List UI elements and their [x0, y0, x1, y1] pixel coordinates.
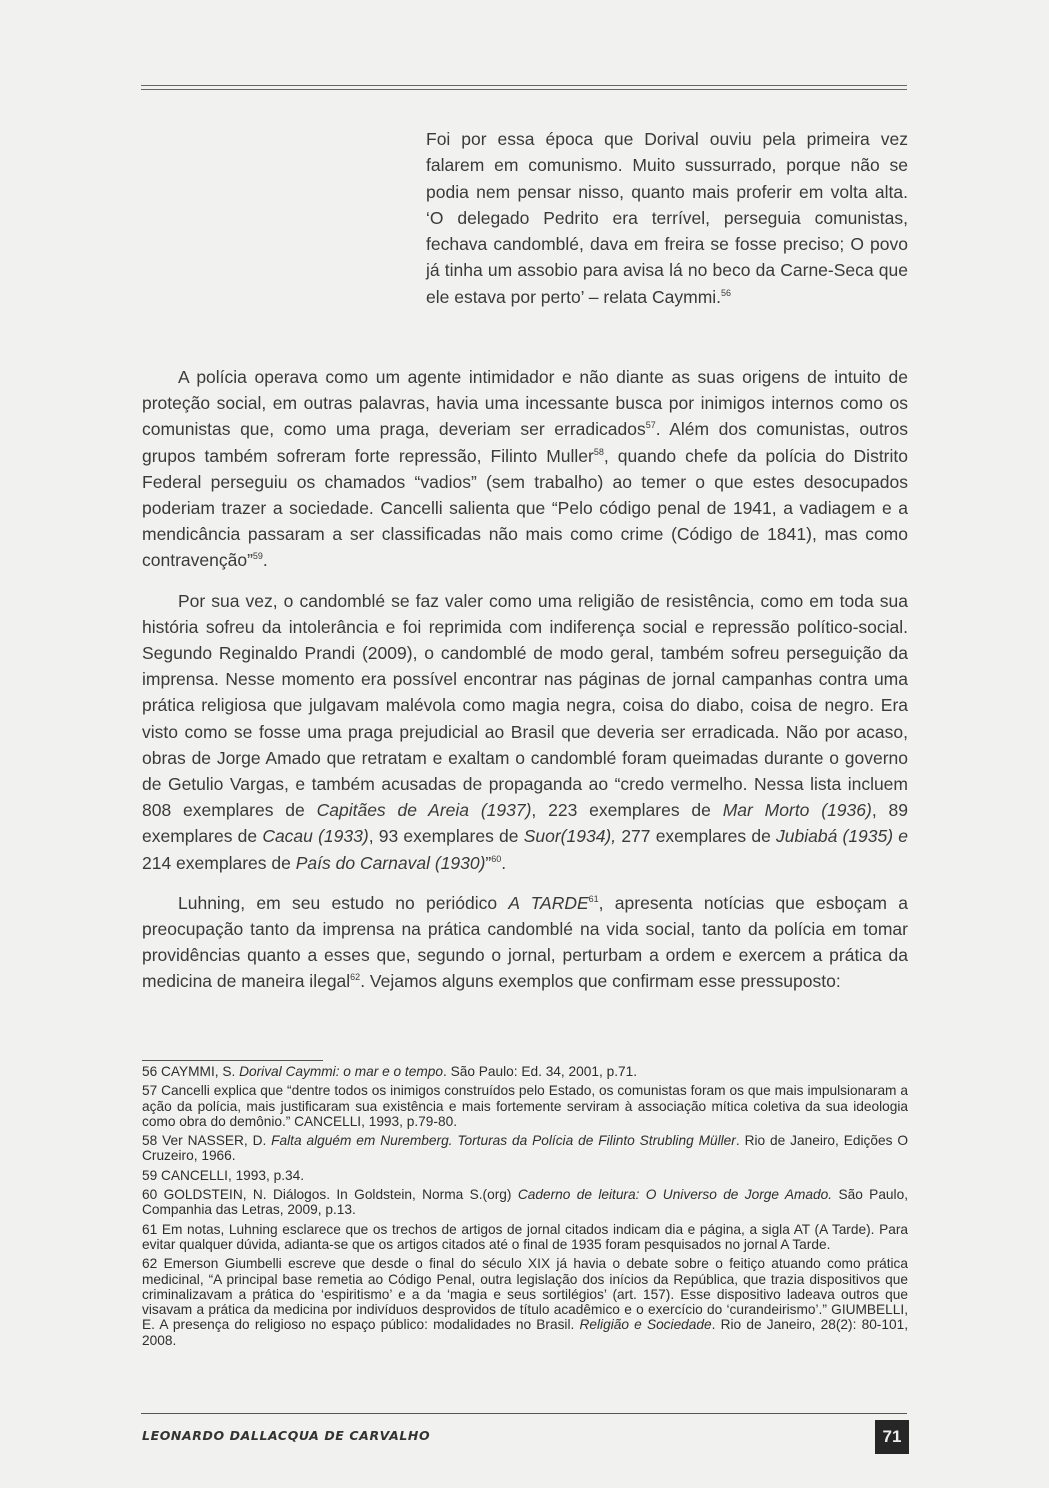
book-title-mar-morto: Mar Morto (1936): [722, 800, 872, 821]
footer-rule: [141, 1413, 907, 1414]
p2-text-b: , 223 exemplares de: [531, 800, 723, 821]
quote-text: Foi por essa época que Dorival ouviu pela primeira vez falarem em comunismo. Muito sussurrado, porque não se podia nem pensar nisso, quanto mais proferir em volta alta. ‘O delegado Pedrito era terrível, perseguia comunistas, fechava candomblé, dava em freira se fosse preciso; O povo já tinha um assobio para avisa lá no beco da Carne-Seca que ele estava por perto’ – relata Caymmi.: [426, 129, 908, 307]
footnote-59: [142, 1168, 908, 1183]
fn62-text-b: . Rio de Janeiro, 28(2): 80-101, 2008.: [142, 1317, 909, 1348]
fn62-text-a: 62 Emerson Giumbelli escreve que desde o final do século XIX já havia o debate sobre o feitiço atuando como prática medicinal, “A principal base remetia ao Código Penal, outra legislação dos inícios da República, que trazia dispositivos que criminalizavam a prática do ‘espiritismo’ e a da ‘magia e seus sortilégios’ (art. 157). Esse dispositivo ladeava outros que visavam a prática da medicina por indivíduos desprovidos de título acadêmico e o exercício do ‘curandeirismo’.” GIUMBELLI, E. A presença do religioso no espaço público: modalidades no Brasil.: [142, 1256, 908, 1333]
fn60-title: Caderno de leitura: O Universo de Jorge Amado.: [517, 1187, 833, 1203]
book-title-jubiaba: Jubiabá (1935) e: [776, 826, 908, 847]
p1-text-b: . Além dos comunistas, outros grupos também sofreram forte repressão, Filinto Muller: [142, 419, 908, 466]
footnote-ref-56[interactable]: 56: [721, 287, 732, 298]
p2-text-g: ”: [485, 852, 492, 873]
fn61-text: 61 Em notas, Luhning esclarece que os trechos de artigos de jornal citados indicam dia e página, a sigla AT (A Tarde). Para evitar qualquer dúvida, adianta-se que os artigos citados até o final de 1935 foram pesquisados no jornal A Tarde.: [142, 1221, 908, 1252]
footnote-ref-62[interactable]: 62: [350, 972, 361, 983]
footnote-56: [142, 1064, 908, 1079]
paragraph-1: [142, 364, 908, 574]
book-title-pais-carnaval: País do Carnaval (1930): [295, 852, 486, 873]
footnote-58: [142, 1133, 908, 1164]
footnote-ref-58[interactable]: 58: [593, 446, 604, 457]
fn56-text-b: . São Paulo: Ed. 34, 2001, p.71.: [442, 1064, 638, 1079]
footer-author: LEONARDO DALLACQUA DE CARVALHO: [142, 1428, 431, 1443]
book-title-cacau: Cacau (1933): [262, 826, 369, 847]
p3-text-c: . Vejamos alguns exemplos que confirmam esse pressuposto:: [360, 971, 841, 992]
fn60-text-a: 60 GOLDSTEIN, N. Diálogos. In Goldstein, Norma S.(org): [142, 1187, 518, 1203]
fn57-text: 57 Cancelli explica que “dentre todos os inimigos construídos pelo Estado, os comunistas foram os que mais impulsionaram a ação da polícia, mais justificaram sua existência e mais fortemente serviram à associação mítica coletiva da sua ideologia como obra do demônio.” CANCELLI, 1993, p.79-80.: [142, 1083, 908, 1129]
footnote-ref-59[interactable]: 59: [252, 551, 263, 562]
footnote-ref-57[interactable]: 57: [645, 420, 656, 431]
p1-text-c: , quando chefe da polícia do Distrito Federal perseguiu os chamados “vadios” (sem trabalho) ao temer o que estes desocupados poderiam trazer a sociedade. Cancelli salienta que “Pelo código penal de 1941, a vadiagem e a mendicância passaram a ser classificadas não mais como crime (Código de 1841), mas como contravenção”: [142, 445, 908, 571]
p2-text-h: .: [501, 852, 507, 873]
block-quote: [426, 126, 908, 310]
footnote-ref-60[interactable]: 60: [491, 853, 502, 864]
newspaper-title: A TARDE: [508, 892, 589, 913]
p2-text-f: 214 exemplares de: [142, 852, 296, 873]
fn58-text-a: 58 Ver NASSER, D.: [142, 1133, 272, 1149]
footnote-62: [142, 1256, 908, 1348]
p2-text-a: Por sua vez, o candomblé se faz valer como uma religião de resistência, como em toda sua história sofreu da intolerância e foi reprimida com indiferença social e repressão político-social. Segundo Reginaldo Prandi (2009), o candomblé de modo geral, também sofreu perseguição da imprensa. Nesse momento era possível encontrar nas páginas de jornal campanhas contra uma prática religiosa que julgavam malévola como magia negra, coisa do diabo, coisa de negro. Era visto como se fosse uma praga prejudicial ao Brasil que deveria ser erradicada. Não por acaso, obras de Jorge Amado que retratam e exaltam o candomblé foram queimadas durante o governo de Getulio Vargas, e também acusadas de propaganda ao “credo vermelho. Nessa lista incluem 808 exemplares de: [142, 590, 908, 821]
fn58-title: Falta alguém em Nuremberg. Torturas da Polícia de Filinto Strubling Müller: [271, 1133, 736, 1149]
paragraph-3: [142, 890, 908, 995]
body-text: [142, 364, 908, 1009]
fn56-text-a: 56 CAYMMI, S.: [142, 1064, 240, 1079]
p2-text-c: , 89 exemplares de: [142, 800, 908, 847]
page-number-badge: 71: [875, 1420, 909, 1454]
header-rule: [141, 85, 907, 90]
p1-text-a: A polícia operava como um agente intimidador e não diante as suas origens de intuito de proteção social, em outras palavras, havia uma incessante busca por inimigos internos como os comunistas que, como uma praga, deveriam ser erradicados: [142, 367, 908, 440]
footnote-ref-61[interactable]: 61: [588, 894, 599, 905]
p2-text-d: , 93 exemplares de: [368, 826, 524, 847]
footnote-57: [142, 1083, 908, 1129]
p2-text-e: 277 exemplares de: [616, 826, 776, 847]
footnote-61: [142, 1222, 908, 1253]
footnotes: [142, 1064, 908, 1352]
paragraph-2: [142, 588, 908, 876]
footnote-separator: [142, 1060, 323, 1061]
fn56-title: Dorival Caymmi: o mar e o tempo: [239, 1064, 443, 1079]
fn58-text-b: . Rio de Janeiro, Edições O Cruzeiro, 1966.: [142, 1133, 908, 1164]
fn62-title: Religião e Sociedade: [579, 1317, 712, 1333]
book-title-capitaes: Capitães de Areia (1937): [316, 800, 532, 821]
book-title-suor: Suor(1934),: [523, 826, 617, 847]
p1-text-d: .: [262, 550, 268, 571]
fn59-text: 59 CANCELLI, 1993, p.34.: [142, 1167, 305, 1183]
p3-text-b: , apresenta notícias que esboçam a preocupação tanto da imprensa na prática candomblé na vida social, tanto da polícia em tomar providências quanto a esses que, segundo o jornal, perturbam a ordem e exercem a prática da medicina de maneira ilegal: [142, 892, 908, 992]
p3-text-a: Luhning, em seu estudo no periódico: [178, 892, 509, 913]
footnote-60: [142, 1187, 908, 1218]
fn60-text-b: São Paulo, Companhia das Letras, 2009, p.13.: [142, 1187, 908, 1218]
